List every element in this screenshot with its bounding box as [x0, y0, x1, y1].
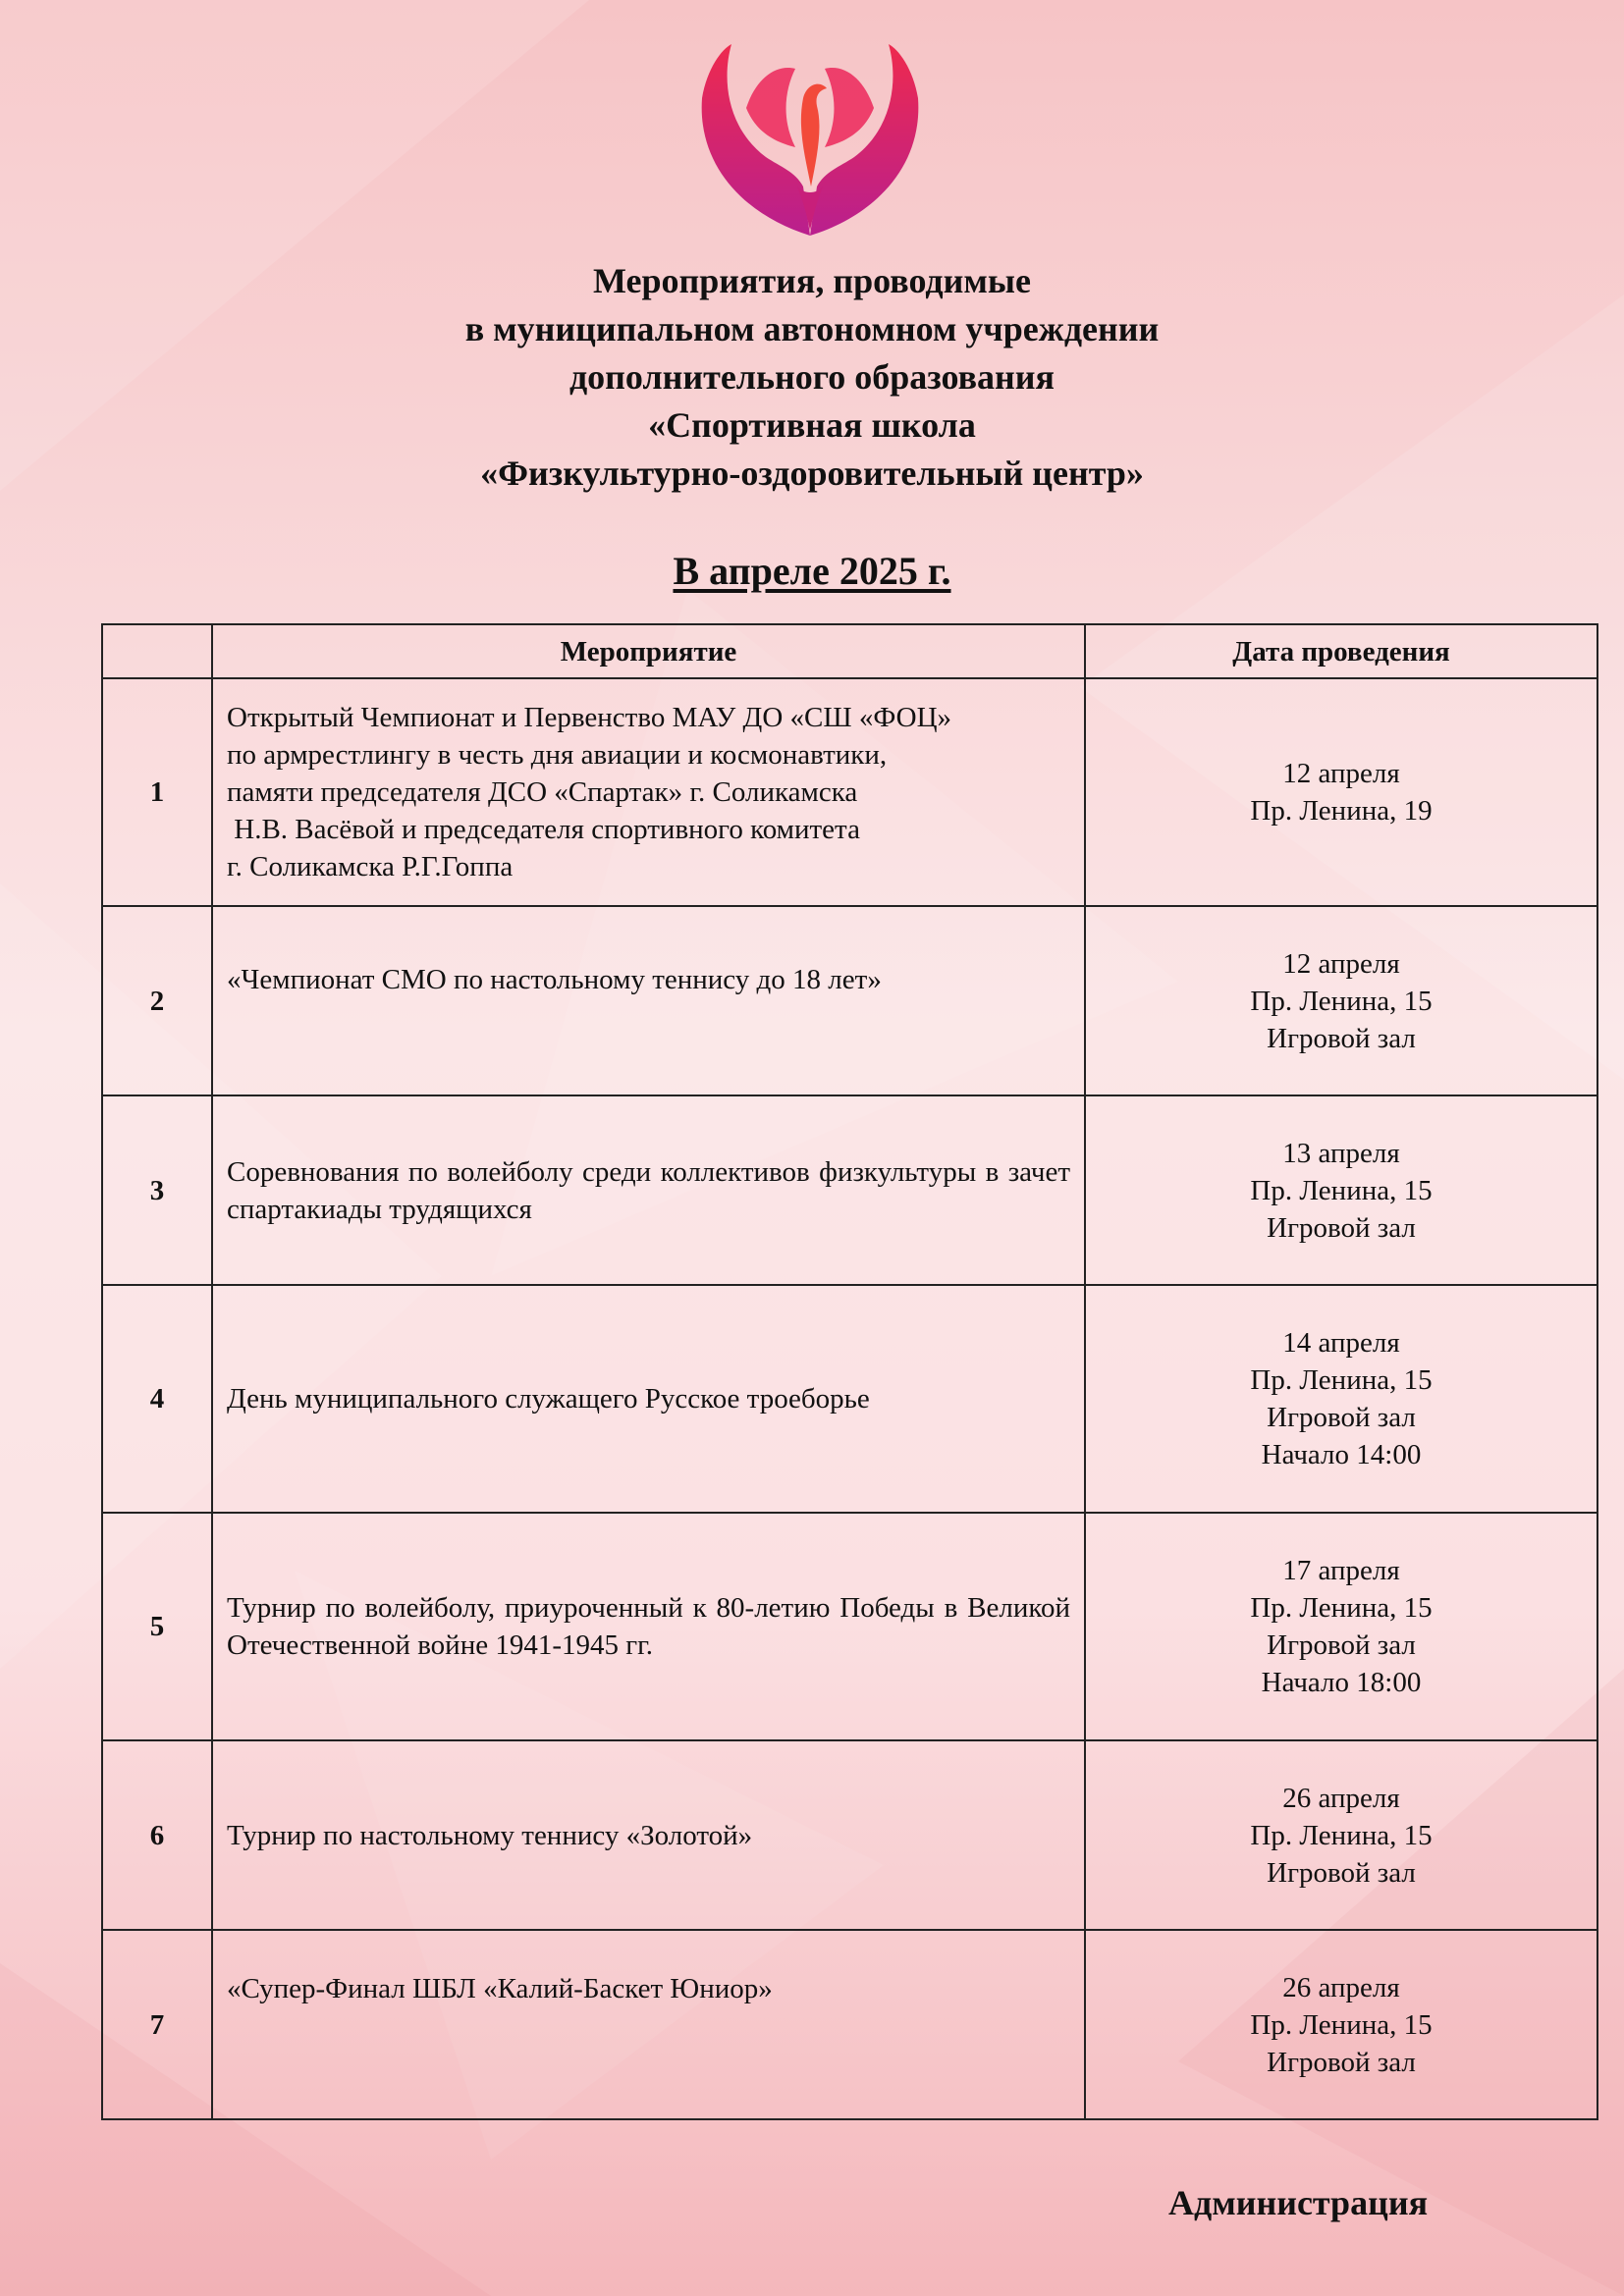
event-line: по армрестлингу в честь дня авиации и космонавтики,	[227, 739, 888, 771]
header-date: Дата проведения	[1085, 624, 1597, 678]
start-time-line: Начало 18:00	[1261, 1667, 1422, 1698]
event-cell	[212, 1740, 1085, 1930]
event-line: День муниципального служащего Русское троеборье	[227, 1383, 870, 1415]
events-table	[101, 623, 1598, 2120]
heading-line: дополнительного образования	[568, 357, 1056, 397]
date-cell	[1085, 1095, 1597, 1285]
event-cell: Соревнования по волейболу среди коллективов физкультуры в зачет спартакиады трудящихся	[212, 1095, 1085, 1285]
event-cell	[212, 678, 1085, 906]
period-title-text: В апреле 2025 г.	[673, 549, 951, 593]
page-heading	[0, 257, 1624, 498]
phoenix-logo-icon	[687, 39, 933, 240]
venue-line: Игровой зал	[1267, 2046, 1416, 2078]
event-cell	[212, 1285, 1085, 1513]
event-cell	[212, 906, 1085, 1095]
heading-line: Мероприятия, проводимые	[593, 261, 1031, 300]
date-line: 26 апреля	[1282, 1971, 1400, 2003]
heading-line: «Спортивная школа	[648, 405, 976, 445]
event-line: «Чемпионат СМО по настольному теннису до 18 лет»	[227, 964, 882, 995]
date-line: 13 апреля	[1282, 1137, 1400, 1169]
table-row	[102, 1095, 1597, 1285]
address-line: Пр. Ленина, 15	[1250, 985, 1433, 1017]
header-event: Мероприятие	[212, 624, 1085, 678]
signature: Администрация	[1168, 2183, 1429, 2222]
heading-line: в муниципальном автономном учреждении	[464, 309, 1160, 348]
row-number: 4	[102, 1285, 212, 1513]
table-header-row	[102, 624, 1597, 678]
row-number: 3	[102, 1095, 212, 1285]
date-line: 14 апреля	[1282, 1327, 1400, 1359]
start-time-line: Начало 14:00	[1261, 1439, 1422, 1470]
table-row	[102, 678, 1597, 906]
date-cell	[1085, 1513, 1597, 1740]
period-title	[0, 546, 1624, 597]
table-row	[102, 1740, 1597, 1930]
row-number: 7	[102, 1930, 212, 2119]
table-row	[102, 1285, 1597, 1513]
row-number: 6	[102, 1740, 212, 1930]
event-line: Н.В. Васёвой и председателя спортивного комитета	[227, 814, 860, 845]
event-cell: Турнир по волейболу, приуроченный к 80-летию Победы в Великой Отечественной войне 1941-1945 гг.	[212, 1513, 1085, 1740]
date-cell	[1085, 1930, 1597, 2119]
venue-line: Игровой зал	[1267, 1629, 1416, 1661]
event-line: памяти председателя ДСО «Спартак» г. Соликамска	[227, 776, 858, 808]
header-number	[102, 624, 212, 678]
address-line: Пр. Ленина, 19	[1250, 795, 1433, 827]
address-line: Пр. Ленина, 15	[1250, 2008, 1433, 2041]
heading-line: «Физкультурно-оздоровительный центр»	[480, 454, 1144, 493]
event-line: Открытый Чемпионат и Первенство МАУ ДО «СШ «ФОЦ»	[227, 702, 952, 733]
address-line: Пр. Ленина, 15	[1250, 1364, 1433, 1396]
event-line: Турнир по настольному теннису «Золотой»	[227, 1819, 753, 1851]
event-line: «Супер-Финал ШБЛ «Калий-Баскет Юниор»	[227, 1973, 773, 2004]
date-line: 26 апреля	[1282, 1782, 1400, 1814]
date-cell	[1085, 1740, 1597, 1930]
row-number: 5	[102, 1513, 212, 1740]
date-line: 17 апреля	[1282, 1555, 1400, 1586]
address-line: Пр. Ленина, 15	[1250, 1174, 1433, 1206]
row-number: 2	[102, 906, 212, 1095]
table-row	[102, 1930, 1597, 2119]
venue-line: Игровой зал	[1267, 1402, 1416, 1433]
date-cell	[1085, 906, 1597, 1095]
venue-line: Игровой зал	[1267, 1022, 1416, 1054]
table-row	[102, 906, 1597, 1095]
date-line: 12 апреля	[1282, 947, 1400, 980]
address-line: Пр. Ленина, 15	[1250, 1592, 1433, 1624]
venue-line: Игровой зал	[1267, 1211, 1416, 1244]
venue-line: Игровой зал	[1267, 1856, 1416, 1889]
event-line: г. Соликамска Р.Г.Гоппа	[227, 851, 514, 882]
address-line: Пр. Ленина, 15	[1250, 1819, 1433, 1851]
row-number: 1	[102, 678, 212, 906]
table-row	[102, 1513, 1597, 1740]
event-cell	[212, 1930, 1085, 2119]
date-cell	[1085, 1285, 1597, 1513]
date-cell	[1085, 678, 1597, 906]
date-line: 12 апреля	[1282, 758, 1400, 789]
